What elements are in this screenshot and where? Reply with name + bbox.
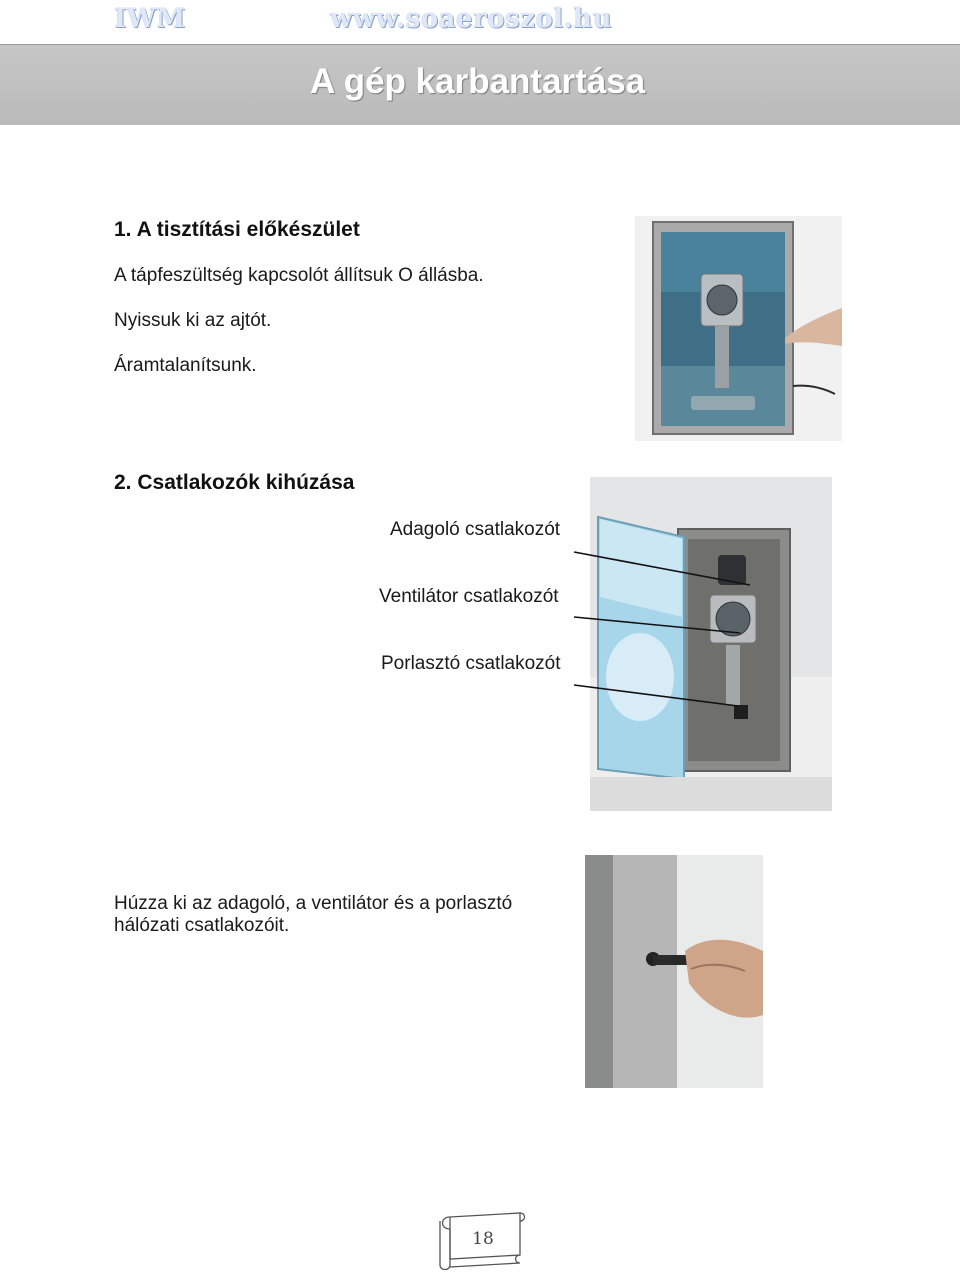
connector-photo [585,855,763,1088]
section-1-line-3: Áramtalanítsunk. [114,355,257,376]
section-2-heading: 2. Csatlakozók kihúzása [114,471,355,494]
callout-fan: Ventilátor csatlakozót [379,586,559,607]
section-1-line-2: Nyissuk ki az ajtót. [114,310,272,331]
section-3-line-2: hálózati csatlakozóit. [114,915,290,936]
brand-website: www.soaeroszol.hu [330,4,612,34]
closed-cabinet-photo [635,216,842,441]
callout-atomizer: Porlasztó csatlakozót [381,653,561,674]
section-3-line-1: Húzza ki az adagoló, a ventilátor és a porlasztó [114,893,513,914]
section-1-heading: 1. A tisztítási előkészület [114,218,360,241]
callout-dispenser: Adagoló csatlakozót [390,519,561,540]
callout-lines [570,540,760,720]
page-number: 18 [472,1229,494,1249]
page-title: A gép karbantartása [310,62,646,101]
brand-logo: IWM [114,4,186,34]
section-1-line-1: A tápfeszültség kapcsolót állítsuk O állásba. [114,265,484,286]
